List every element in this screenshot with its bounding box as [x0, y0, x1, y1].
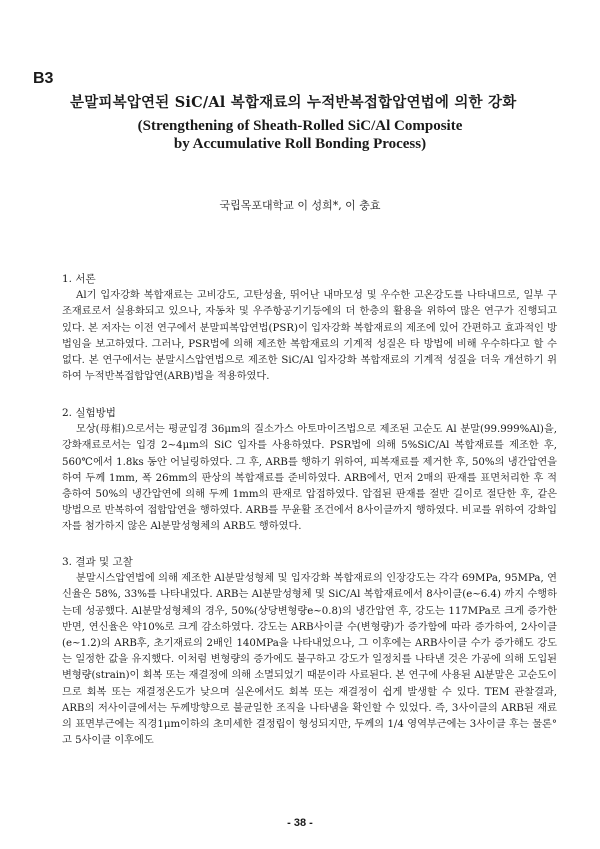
- section-body: Al기 입자강화 복합재료는 고비강도, 고탄성율, 뛰어난 내마모성 및 우수한 고온강도를 나타내므로, 일부 구조재료로서 실용화되고 있으나, 자동차 및 우주항공기기등에의 더 한층의 활용을 위하여 많은 연구가 진행되고 있다. 본 저자는 이전 연구에서 분말피복압연법(PSR)이 입자강화 복합재료의 제조에 있어 간편하고 효과적인 방법임을 보고하였다. 그러나, PSR법에 의해 제조한 복합재료의 기계적 성질은 타 방법에 비해 우수하다고 할 수 없다. 본 연구에서는 분말시스압연법으로 제조한 SiC/Al 입자강화 복합재료의 기계적 성질을 더욱 개선하기 위하여 누적반복접합압연(ARB)법을 적용하였다.: [62, 290, 557, 383]
- section-body: 모상(母相)으로서는 평균입경 36μm의 질소가스 아토마이즈법으로 제조된 고순도 Al 분말(99.999%Al)을, 강화재료로서는 입경 2~4μm의 SiC 입자를 사용하였다. PSR법에 의해 5%SiC/Al 복합재료를 제조한 후, 560℃에서 1.8ks 동안 어닐링하였다. 그 후, ARB를 행하기 위하여, 피복재료를 제거한 후, 50%의 냉간압연을 하여 두께 1mm, 폭 26mm의 판상의 복합재료를 준비하였다. ARB에서, 먼저 2매의 판재를 표면처리한 후 적층하여 50%의 냉간압연에 의해 두께 1mm의 판재로 압접하였다. 압접된 판재를 절반 길이로 절단한 후, 같은 방법으로 반복하여 접합압연을 행하였다. ARB를 무윤활 조건에서 8사이클까지 행하였다. 비교를 위하여 강화입자를 첨가하지 않은 Al분말성형체의 ARB도 행하였다.: [62, 424, 557, 533]
- section-heading: 1. 서론: [62, 273, 96, 285]
- section-introduction: [62, 271, 557, 385]
- title-english-line-1: (Strengthening of Sheath-Rolled SiC/Al Composite: [137, 118, 463, 134]
- title-english-line-2: by Accumulative Roll Bonding Process): [173, 136, 427, 152]
- section-body: 분말시스압연법에 의해 제조한 Al분말성형체 및 입자강화 복합재료의 인장강도는 각각 69MPa, 95MPa, 연신율은 58%, 33%를 나타내었다. ARB는 Al분말성형체 및 SiC/Al 복합재료에서 8사이클(e~6.4) 까지 수행하는데 성공했다. Al분말성형체의 경우, 50%(상당변형량e~0.8)의 냉간압연 후, 강도는 117MPa로 크게 증가한 반면, 연신율은 약10%로 크게 감소하였다. 강도는 ARB사이클 수(변형량)가 증가함에 따라 증가하여, 2사이클(e~1.2)의 ARB후, 초기재료의 2배인 140MPa을 나타내었으나, 그 이후에는 ARB사이클 수가 증가해도 강도는 일정한 값을 유지했다. 이처럼 변형량의 증가에도 불구하고 강도가 일정치를 나타낸 것은 가공에 의해 도입된 변형량(strain)이 회복 또는 재결정에 의해 소멸되었기 때문이라 사료된다. 본 연구에 사용된 Al분말은 고순도이므로 회복 또는 재결정온도가 낮으며 실온에서도 회복 또는 재결정이 쉽게 발생할 수 있다. TEM 관찰결과, ARB의 저사이클에서는 두께방향으로 불균일한 조직을 나타냄을 확인할 수 있었다. 즉, 3사이클의 ARB된 재료의 표면부근에는 직경1μm이하의 초미세한 결정립이 형성되지만, 두께의 1/4 영역부근에는 3사이클 후는 물론°고 5사이클 이후에도: [62, 573, 557, 747]
- section-results: [62, 554, 557, 749]
- section-heading: 3. 결과 및 고찰: [62, 556, 133, 568]
- section-heading: 2. 실험방법: [62, 407, 116, 419]
- paper-code: B3: [33, 70, 54, 87]
- title-korean: 분말피복압연된 SiC/Al 복합재료의 누적반복접합압연법에 의한 강화: [70, 94, 517, 111]
- section-methods: [62, 405, 557, 536]
- authors: 국립목포대학교 이 성희*, 이 충효: [219, 199, 381, 212]
- page-number: - 38 -: [287, 817, 313, 829]
